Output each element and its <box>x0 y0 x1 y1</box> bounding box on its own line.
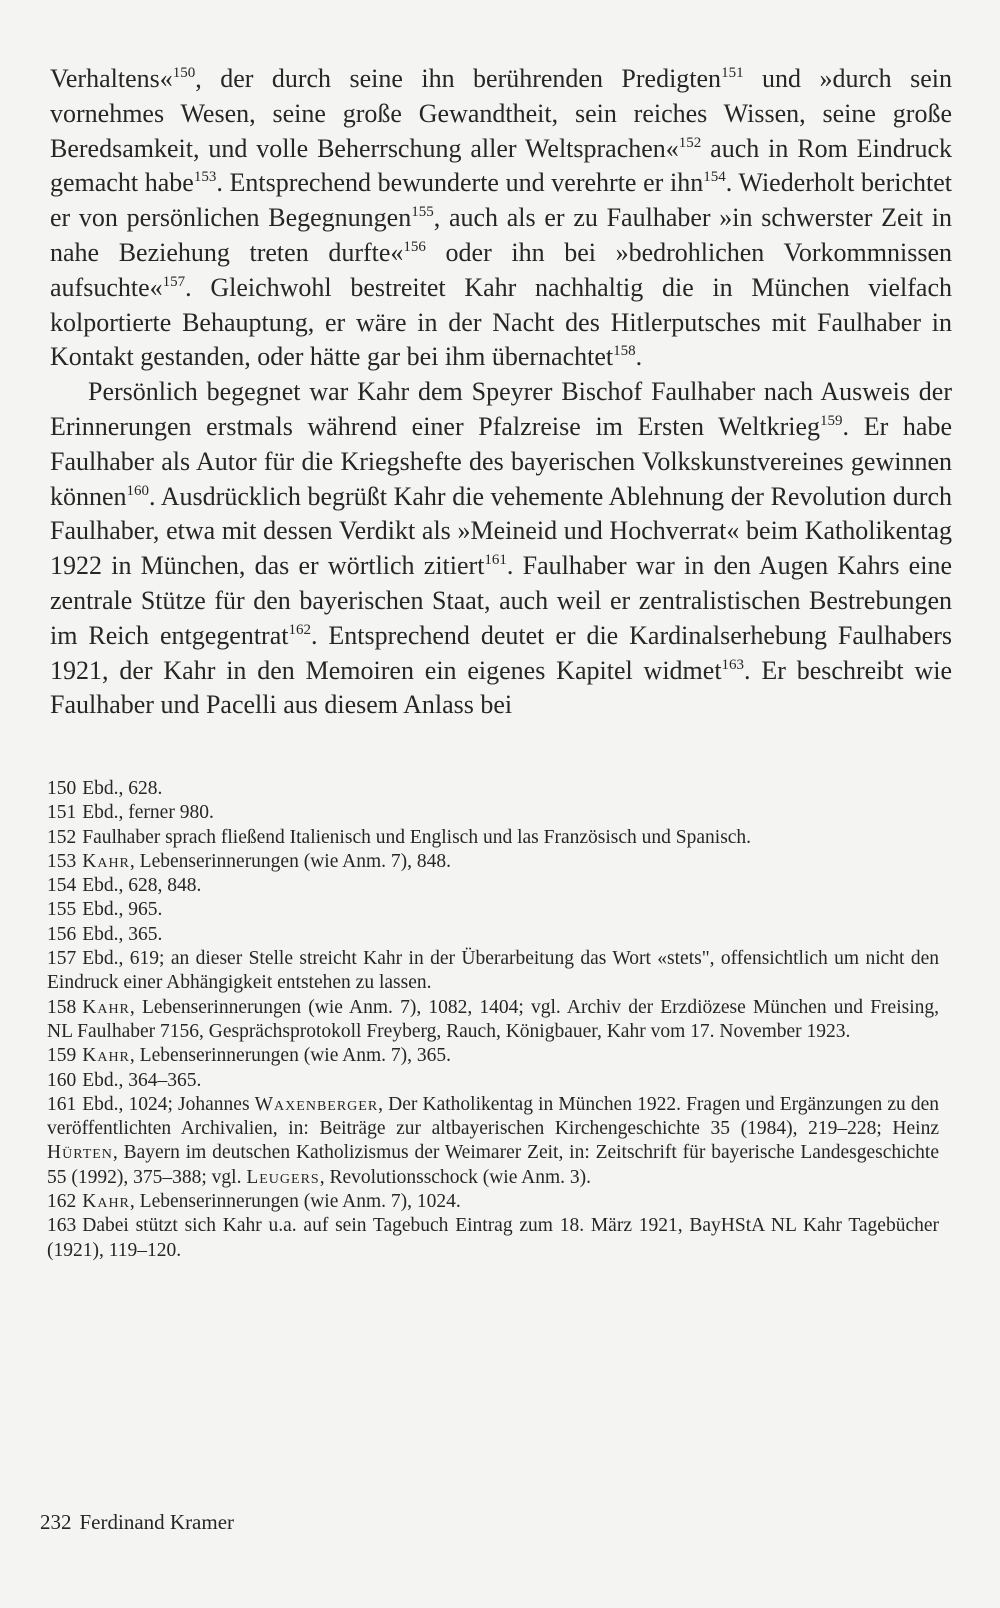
running-author: Ferdinand Kramer <box>79 1510 235 1534</box>
text-span: . <box>635 342 643 372</box>
footnote-ref: 152 <box>678 134 702 151</box>
author-name: Waxenberger <box>254 1093 379 1115</box>
text-span: und »durch sein vornehmes Wesen, seine große Gewandtheit, sein reiches Wissen, seine große Beredsamkeit, und volle Beherrschung aller Weltsprachen« <box>50 64 952 163</box>
footnote-150 <box>47 777 939 801</box>
footnote-ref: 154 <box>703 169 726 186</box>
footnote-text: Ebd., 364–365. <box>82 1069 202 1091</box>
footnote-text: , Lebenserinnerungen (wie Anm. 7), 1082, 1404; vgl. Archiv der Erzdiözese München und Freising, NL Faulhaber 7156, Gesprächsprotokoll Freyberg, Rauch, Königbauer, Kahr vom 17. November 1923. <box>47 996 939 1042</box>
footnote-text: Ebd., 365. <box>82 923 163 945</box>
footnote-number: 156 <box>47 923 77 945</box>
text-span: . Wiederholt berichtet er von persönlichen Begegnungen <box>50 168 952 233</box>
footnote-number: 150 <box>47 778 77 799</box>
footnote-number: 161 <box>47 1093 77 1115</box>
text-span: oder ihn bei »bedrohlichen Vorkommnissen aufsuchte« <box>50 237 952 302</box>
page-number: 232 <box>40 1510 72 1534</box>
text-span: . Entsprechend deutet er die Kardinalserhebung Faulhabers 1921, der Kahr in den Memoiren ein eigenes Kapitel widmet <box>50 620 952 685</box>
footnote-ref: 151 <box>721 65 744 81</box>
text-span: , der durch seine ihn berührenden Predigten <box>195 64 722 93</box>
footnote-number: 151 <box>47 802 77 824</box>
text-span: . Gleichwohl bestreitet Kahr nachhaltig die in München vielfach kolportierte Behauptung, er wäre in der Nacht des Hitlerputsches mit Faulhaber in Kontakt gestanden, oder hätte gar bei ihm übernachtet <box>50 272 952 372</box>
text-span: , auch als er zu Faulhaber »in schwerster Zeit in nahe Beziehung treten durfte« <box>50 203 952 267</box>
footnote-text: Ebd., 628, 848. <box>82 875 202 897</box>
footnote-number: 163 <box>47 1215 77 1237</box>
text-span: . Entsprechend bewunderte und verehrte er ihn <box>216 168 704 198</box>
footnote-ref: 160 <box>126 482 150 499</box>
footnote-ref: 153 <box>193 169 217 186</box>
footnote-text: , Der Katholikentag in München 1922. Fragen und Ergänzungen zu den veröffentlichten Archivalien, in: Beiträge zur altbayerischen Kirchengeschichte 35 (1984), 219–228; Heinz <box>47 1093 939 1140</box>
author-name: Kahr <box>82 1045 130 1067</box>
footnote-number: 152 <box>47 826 77 848</box>
footnote-160 <box>47 1069 939 1093</box>
footnote-157 <box>47 947 939 996</box>
footnote-number: 159 <box>47 1045 77 1067</box>
footnote-text: Ebd., ferner 980. <box>82 802 214 824</box>
footnote-ref: 155 <box>411 204 434 221</box>
footnote-163 <box>47 1214 939 1263</box>
footnote-number: 155 <box>47 899 77 921</box>
footnote-number: 157 <box>47 948 77 970</box>
author-name: Kahr <box>82 850 130 872</box>
footnote-text: Ebd., 1024; Johannes <box>82 1093 255 1115</box>
footnote-ref: 163 <box>721 656 745 673</box>
footnote-number: 158 <box>47 996 77 1018</box>
footnote-number: 153 <box>47 850 77 872</box>
footnote-number: 154 <box>47 875 77 897</box>
footnote-ref: 161 <box>484 552 507 569</box>
footnote-text: , Lebenserinnerungen (wie Anm. 7), 365. <box>129 1045 452 1067</box>
footnote-162 <box>47 1190 939 1214</box>
author-name: Kahr <box>82 1191 130 1213</box>
footnote-text: Dabei stützt sich Kahr u.a. auf sein Tagebuch Eintrag zum 18. März 1921, BayHStA NL Kahr Tagebücher (1921), 119–120. <box>47 1215 939 1261</box>
footnote-number: 162 <box>47 1191 77 1213</box>
footnote-text: , Lebenserinnerungen (wie Anm. 7), 848. <box>129 850 452 872</box>
footnote-ref: 158 <box>613 343 636 360</box>
footnote-text: Ebd., 628. <box>82 778 163 799</box>
footnote-151 <box>47 801 939 825</box>
footnote-text: Faulhaber sprach fließend Italienisch und Englisch und las Französisch und Spanisch. <box>82 826 752 848</box>
paragraph-2 <box>50 375 952 723</box>
footnote-159 <box>47 1044 939 1068</box>
author-name: Kahr <box>82 996 130 1018</box>
footnote-text: , Bayern im deutschen Katholizismus der Weimarer Zeit, in: Zeitschrift für bayerische Landesgeschichte 55 (1992), 375–388; vgl. <box>47 1142 939 1188</box>
footnote-text: , Lebenserinnerungen (wie Anm. 7), 1024. <box>129 1191 461 1213</box>
footnote-ref: 157 <box>162 273 186 290</box>
footnote-161 <box>47 1093 939 1190</box>
text-span: . Ausdrücklich begrüßt Kahr die vehemente Ablehnung der Revolution durch Faulhaber, etwa mit dessen Verdikt als »Meineid und Hochverrat« beim Katholikentag 1922 in München, das er wörtlich zitiert <box>50 481 952 581</box>
paragraph-1 <box>50 62 952 375</box>
footnotes <box>47 777 939 1263</box>
author-name: Leugers <box>246 1166 320 1188</box>
footnote-text: , Revolutionsschock (wie Anm. 3). <box>319 1166 592 1188</box>
footnote-154 <box>47 874 939 898</box>
footnote-text: Ebd., 619; an dieser Stelle streicht Kahr in der Überarbeitung das Wort «stets", offensichtlich um nicht den Eindruck einer Abhängigkeit entstehen zu lassen. <box>47 948 939 994</box>
footnote-ref: 162 <box>288 621 311 638</box>
text-span: Persönlich begegnet war Kahr dem Speyrer Bischof Faulhaber nach Ausweis der Erinnerungen erstmals während einer Pfalzreise im Ersten Weltkrieg <box>50 377 952 441</box>
footnote-158 <box>47 996 939 1045</box>
text-span: auch in Rom Eindruck gemacht habe <box>50 133 952 198</box>
footnote-153 <box>47 850 939 874</box>
footnote-ref: 159 <box>820 412 843 429</box>
author-name: Hürten <box>47 1142 113 1164</box>
footnote-155 <box>47 898 939 922</box>
footnote-156 <box>47 923 939 947</box>
footnote-number: 160 <box>47 1069 77 1091</box>
text-span: Verhaltens« <box>50 64 173 93</box>
text-span: . Er habe Faulhaber als Autor für die Kriegshefte des bayerischen Volkskunstvereines gewinnen können <box>50 411 952 511</box>
footnote-text: Ebd., 965. <box>82 899 163 921</box>
footnote-ref: 156 <box>403 238 426 255</box>
text-span: . Faulhaber war in den Augen Kahrs eine zentrale Stütze für den bayerischen Staat, auch weil er zentralistischen Bestrebungen im Reich entgegentrat <box>50 551 952 650</box>
text-span: . Er beschreibt wie Faulhaber und Pacelli aus diesem Anlass bei <box>50 655 952 720</box>
page-footer <box>40 1508 234 1536</box>
main-text <box>50 62 952 723</box>
footnote-ref: 150 <box>172 65 196 81</box>
footnote-152 <box>47 826 939 850</box>
